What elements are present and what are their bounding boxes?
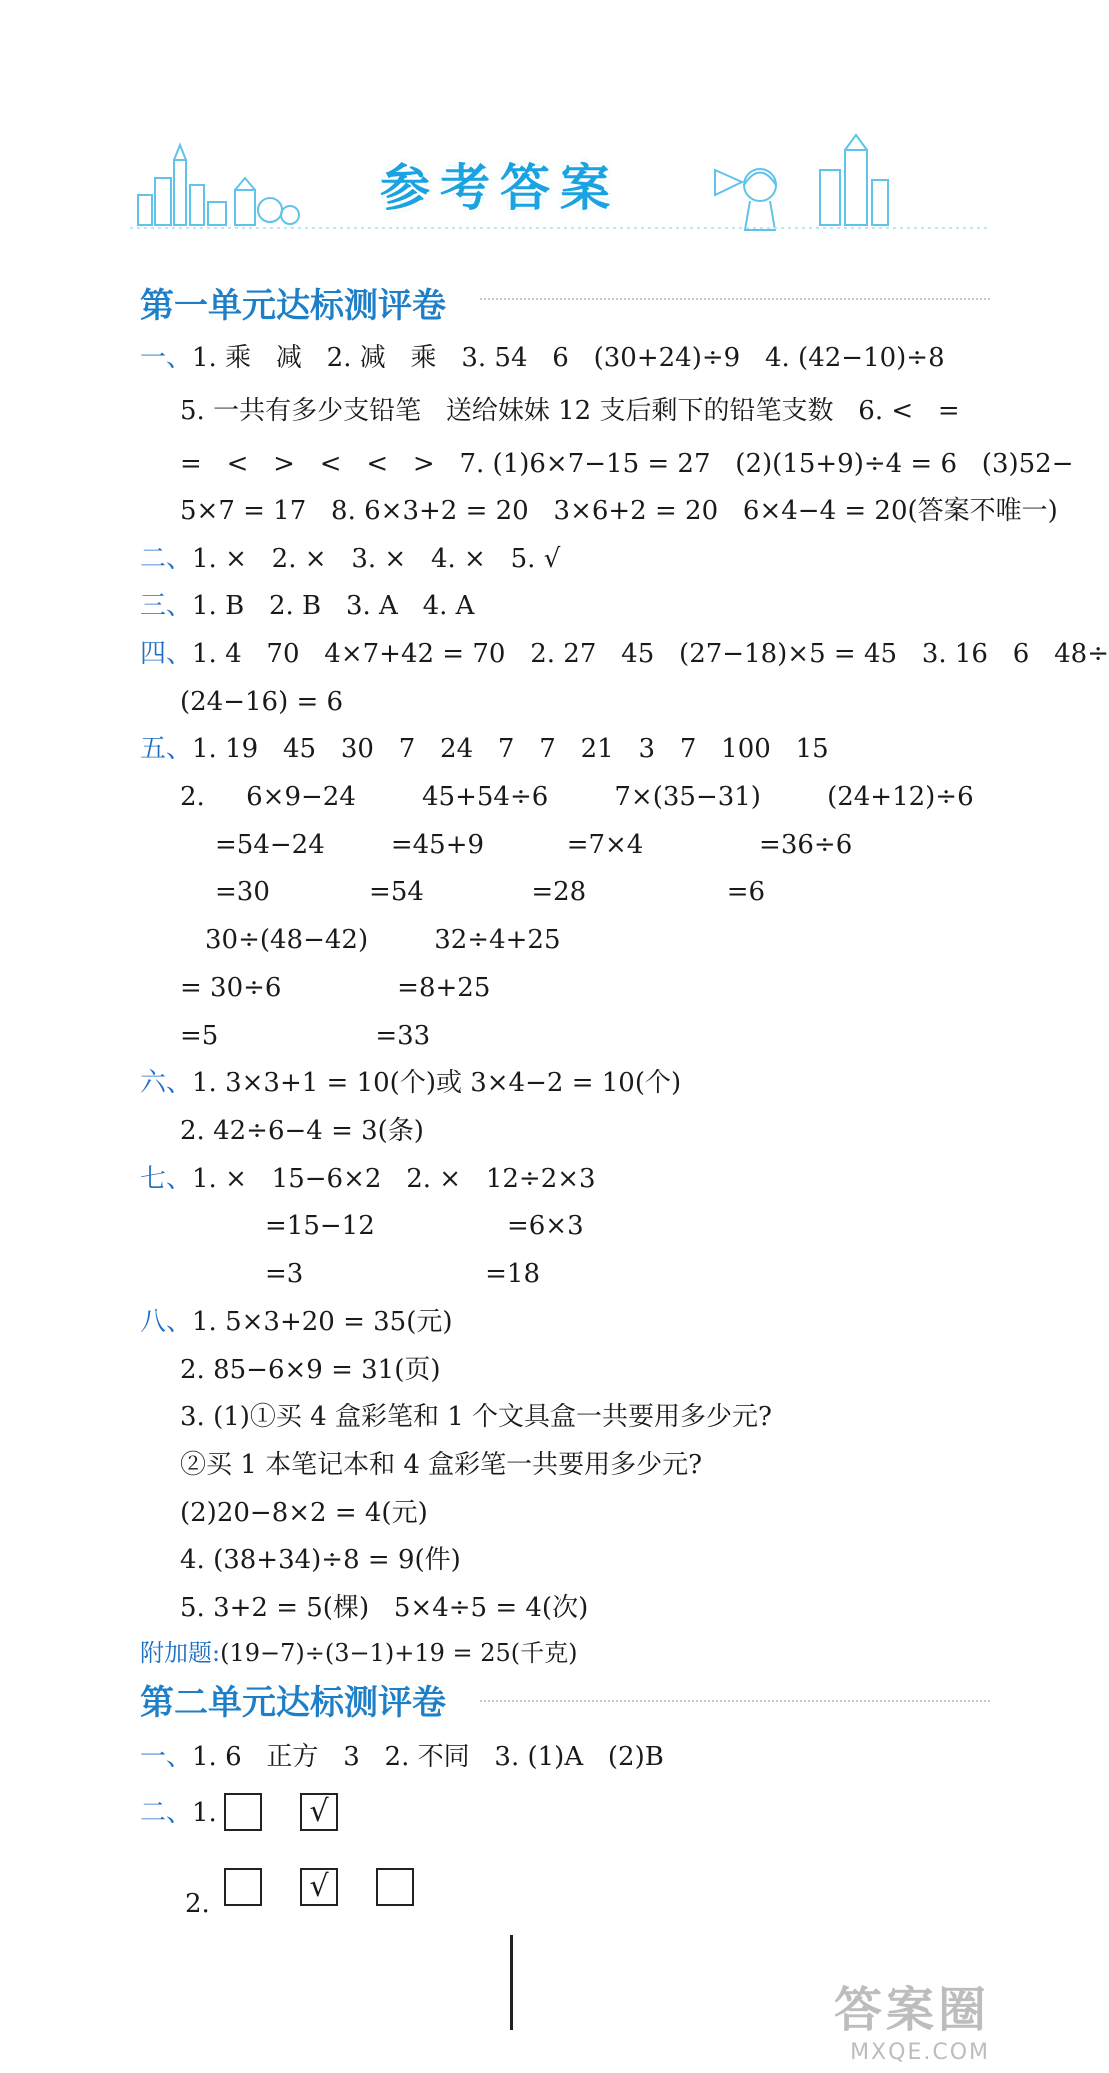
answer-line: 2. <box>185 1889 210 1919</box>
answer-line: =15−12 =6×3 <box>265 1211 584 1241</box>
watermark-logo: 答案圈 <box>833 1982 990 2038</box>
bonus-question: 附加题:(19−7)÷(3−1)+19 = 25(千克) <box>140 1639 578 1667</box>
answer-line: 30÷(48−42) 32÷4+25 <box>205 925 561 955</box>
answer-line: (2)20−8×2 = 4(元) <box>180 1498 428 1528</box>
answer-line: 七、1. × 15−6×2 2. × 12÷2×3 <box>140 1164 596 1194</box>
question-label: 三、 <box>140 591 193 621</box>
answer-line: 5. 一共有多少支铅笔 送给妹妹 12 支后剩下的铅笔支数 6. < = <box>180 396 960 426</box>
answer-box-checked: √ <box>300 1793 338 1831</box>
question-label: 七、 <box>140 1164 193 1194</box>
unit1-title: 第一单元达标测评卷 <box>140 286 446 326</box>
unit2-title: 第二单元达标测评卷 <box>140 1683 446 1723</box>
question-label: 六、 <box>140 1068 193 1098</box>
question-label: 附加题: <box>140 1639 221 1667</box>
question-label: 四、 <box>140 639 193 669</box>
question-label: 一、 <box>140 343 193 373</box>
answer-line: 二、1. × 2. × 3. × 4. × 5. √ <box>140 544 561 574</box>
answer-line: 一、1. 6 正方 3 2. 不同 3. (1)A (2)B <box>140 1742 664 1772</box>
answer-line: 2. 42÷6−4 = 3(条) <box>180 1116 424 1146</box>
answer-line: = 30÷6 =8+25 <box>180 973 491 1003</box>
answer-box <box>224 1868 262 1906</box>
answer-line: =30 =54 =28 =6 <box>215 877 766 907</box>
answer-line: 四、1. 4 70 4×7+42 = 70 2. 27 45 (27−18)×5 = 45 3. 16 6 48÷ <box>140 639 1109 669</box>
question-label: 二、 <box>140 1798 193 1828</box>
answer-line: 三、1. B 2. B 3. A 4. A <box>140 591 475 621</box>
answer-line: 一、1. 乘 减 2. 减 乘 3. 54 6 (30+24)÷9 4. (42−10)÷8 <box>140 343 945 373</box>
answer-line: (24−16) = 6 <box>180 687 344 717</box>
watermark-url: MXQE.COM <box>850 2040 990 2065</box>
question-label: 八、 <box>140 1307 193 1337</box>
question-label: 五、 <box>140 734 193 764</box>
page-marker <box>510 1935 513 2030</box>
divider <box>480 298 990 300</box>
answer-line: ②买 1 本笔记本和 4 盒彩笔一共要用多少元? <box>180 1450 703 1480</box>
answer-line: 3. (1)①买 4 盒彩笔和 1 个文具盒一共要用多少元? <box>180 1402 772 1432</box>
answer-line: 六、1. 3×3+1 = 10(个)或 3×4−2 = 10(个) <box>140 1068 682 1098</box>
answer-line: =54−24 =45+9 =7×4 =36÷6 <box>215 830 853 860</box>
answer-box <box>224 1793 262 1831</box>
answer-line: = < > < < > 7. (1)6×7−15 = 27 (2)(15+9)÷4 = 6 (3)52− <box>180 449 1074 479</box>
answer-line: 二、1. <box>140 1798 217 1828</box>
answer-box <box>376 1868 414 1906</box>
answer-line: 2. 6×9−24 45+54÷6 7×(35−31) (24+12)÷6 <box>180 782 974 812</box>
answer-line: 五、1. 19 45 30 7 24 7 7 21 3 7 100 15 <box>140 734 829 764</box>
answer-line: 4. (38+34)÷8 = 9(件) <box>180 1545 461 1575</box>
question-label: 一、 <box>140 1742 193 1772</box>
answer-line: =3 =18 <box>265 1259 541 1289</box>
page-title: 参考答案 <box>380 159 620 217</box>
answer-line: =5 =33 <box>180 1021 431 1051</box>
question-label: 二、 <box>140 544 193 574</box>
answer-line: 5. 3+2 = 5(棵) 5×4÷5 = 4(次) <box>180 1593 589 1623</box>
answer-line: 2. 85−6×9 = 31(页) <box>180 1355 441 1385</box>
answer-line: 八、1. 5×3+20 = 35(元) <box>140 1307 453 1337</box>
watermark <box>834 1971 990 2065</box>
answer-box-checked: √ <box>300 1868 338 1906</box>
divider <box>480 1700 990 1702</box>
answer-line: 5×7 = 17 8. 6×3+2 = 20 3×6+2 = 20 6×4−4 = 20(答案不唯一) <box>180 496 1058 526</box>
